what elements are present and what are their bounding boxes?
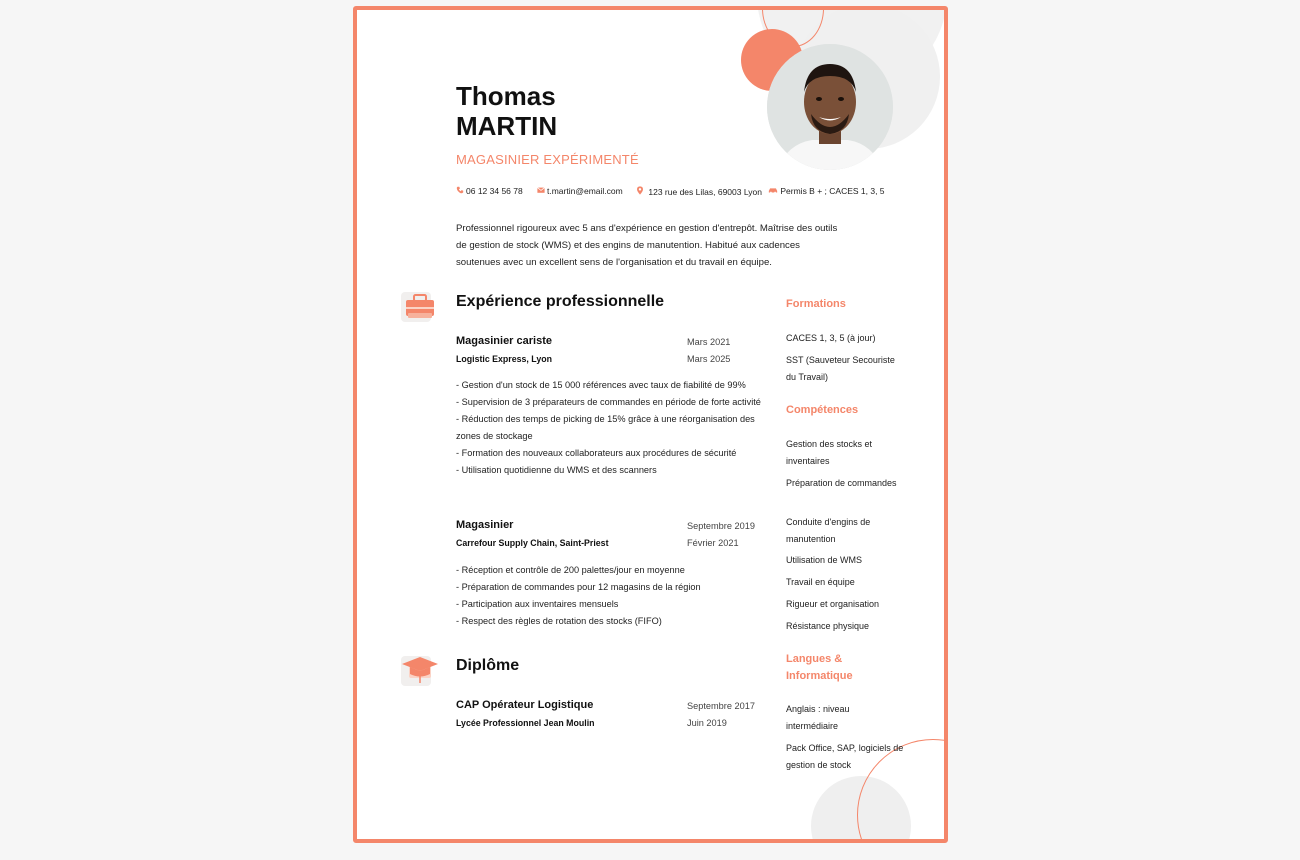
job-2-title: Magasinier bbox=[456, 519, 514, 531]
bullet-item: - Réduction des temps de picking de 15% grâce à une réorganisation des zones de stockage bbox=[456, 414, 755, 441]
job-title: MAGASINIER EXPÉRIMENTÉ bbox=[456, 152, 639, 167]
bullet-item: - Préparation de commandes pour 12 magasins de la région bbox=[456, 582, 701, 592]
bullet-item: - Utilisation quotidienne du WMS et des scanners bbox=[456, 465, 657, 475]
languages-heading: Langues & Informatique bbox=[786, 653, 853, 682]
bullet-item: - Gestion d'un stock de 15 000 références avec taux de fiabilité de 99% bbox=[456, 380, 746, 390]
phone-icon bbox=[456, 186, 466, 196]
skill-item: Utilisation de WMS bbox=[786, 555, 863, 565]
diploma-start-date: Septembre 2017 bbox=[687, 701, 755, 711]
contact-license: Permis B + ; CACES 1, 3, 5 bbox=[768, 186, 885, 196]
cv-page bbox=[353, 6, 948, 843]
candidate-name bbox=[456, 81, 557, 141]
skill-item: Gestion des stocks et inventaires bbox=[786, 439, 873, 466]
job-1-start-date: Mars 2021 bbox=[687, 337, 731, 347]
job-1-bullets bbox=[456, 377, 768, 479]
contact-email[interactable]: t.martin@email.com bbox=[537, 186, 623, 196]
experience-heading: Expérience professionnelle bbox=[456, 293, 665, 310]
job-2-bullets bbox=[456, 562, 768, 630]
skills-heading: Compétences bbox=[786, 404, 859, 416]
location-icon bbox=[636, 186, 646, 197]
profile-photo bbox=[767, 44, 893, 170]
bullet-item: - Participation aux inventaires mensuels bbox=[456, 599, 619, 609]
skill-item: Rigueur et organisation bbox=[786, 599, 880, 609]
email-icon bbox=[537, 186, 547, 196]
skill-item: Conduite d'engins de manutention bbox=[786, 517, 871, 544]
diploma-heading: Diplôme bbox=[456, 657, 520, 674]
bullet-item: - Respect des règles de rotation des stocks (FIFO) bbox=[456, 616, 662, 626]
skill-item: Préparation de commandes bbox=[786, 478, 897, 488]
contact-phone[interactable]: 06 12 34 56 78 bbox=[456, 186, 523, 196]
job-2-start-date: Septembre 2019 bbox=[687, 521, 755, 531]
language-item: Anglais : niveau intermédiaire bbox=[786, 704, 850, 731]
bullet-item: - Réception et contrôle de 200 palettes/jour en moyenne bbox=[456, 565, 685, 575]
bullet-item: - Formation des nouveaux collaborateurs aux procédures de sécurité bbox=[456, 448, 737, 458]
diploma-end-date: Juin 2019 bbox=[687, 718, 727, 728]
language-item: Pack Office, SAP, logiciels de gestion de stock bbox=[786, 743, 904, 770]
job-1-end-date: Mars 2025 bbox=[687, 354, 731, 364]
job-2-end-date: Février 2021 bbox=[687, 538, 739, 548]
briefcase-icon bbox=[398, 287, 438, 327]
diploma-school: Lycée Professionnel Jean Moulin bbox=[456, 718, 595, 728]
bullet-item: - Supervision de 3 préparateurs de commandes en période de forte activité bbox=[456, 397, 761, 407]
first-name: Thomas bbox=[456, 81, 556, 111]
skill-item: Résistance physique bbox=[786, 621, 870, 631]
graduation-cap-icon bbox=[398, 650, 438, 690]
car-icon bbox=[768, 186, 778, 196]
job-1-title: Magasinier cariste bbox=[456, 335, 552, 347]
diploma-title: CAP Opérateur Logistique bbox=[456, 699, 594, 711]
formation-item: CACES 1, 3, 5 (à jour) bbox=[786, 333, 876, 343]
job-1-company: Logistic Express, Lyon bbox=[456, 354, 552, 364]
formations-heading: Formations bbox=[786, 298, 846, 310]
formation-item: SST (Sauveteur Secouriste du Travail) bbox=[786, 355, 895, 382]
skill-item: Travail en équipe bbox=[786, 577, 855, 587]
profile-summary: Professionnel rigoureux avec 5 ans d'expérience en gestion d'entrepôt. Maîtrise des outils de gestion de stock (WMS) et des engins de manutention. Habitué aux cadences soutenues avec un excellent sens de l'organisation et du travail en équipe. bbox=[456, 223, 838, 268]
contact-address: 123 rue des Lilas, 69003 Lyon bbox=[636, 186, 762, 197]
last-name: MARTIN bbox=[456, 111, 558, 141]
job-2-company: Carrefour Supply Chain, Saint-Priest bbox=[456, 538, 609, 548]
